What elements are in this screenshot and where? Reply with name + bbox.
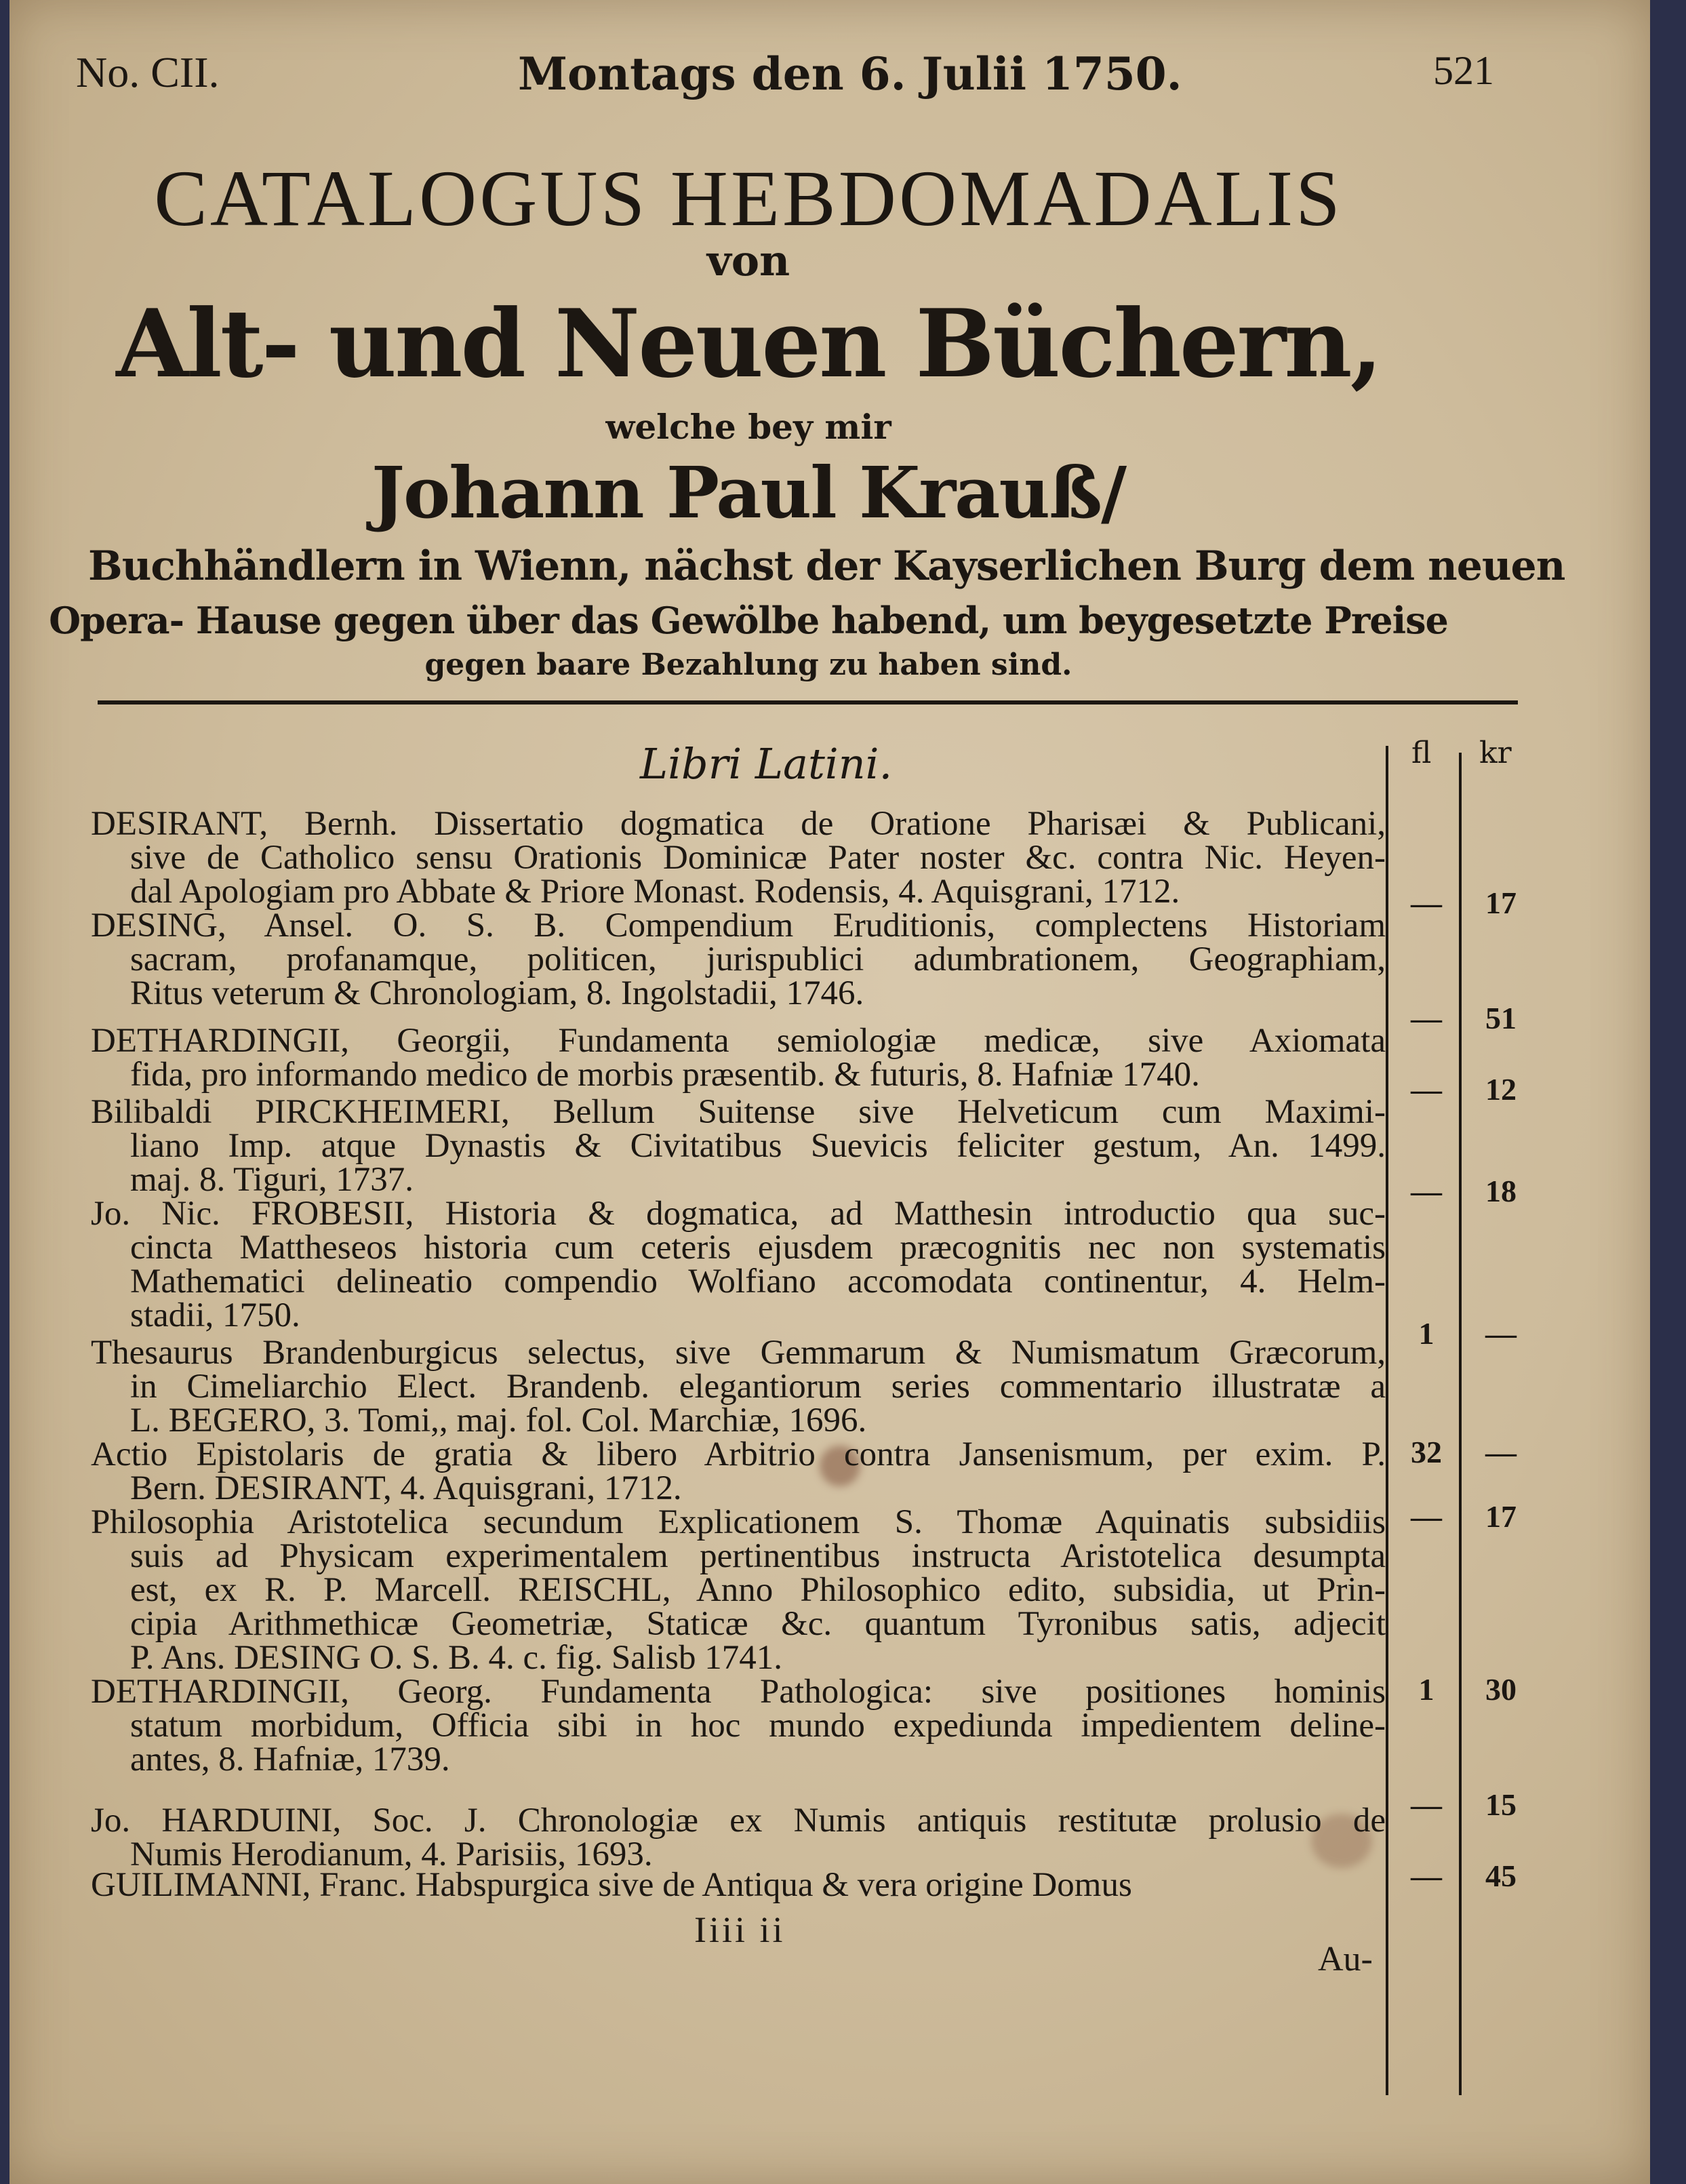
book-entry-line: Philosophia Aristotelica secundum Explicationem S. Thomæ Aquinatis subsidiis bbox=[91, 1503, 1386, 1541]
price-kreuzer: — bbox=[1485, 1435, 1517, 1469]
book-entry-line: maj. 8. Tiguri, 1737. bbox=[130, 1161, 414, 1199]
price-florin: — bbox=[1411, 1174, 1442, 1208]
book-entry-line: Mathematici delineatio compendio Wolfiano accomodata continentur, 4. Helm- bbox=[130, 1263, 1386, 1301]
book-entry bbox=[91, 1868, 1386, 1902]
price-florin: — bbox=[1411, 1072, 1442, 1107]
price-florin: 32 bbox=[1411, 1435, 1442, 1469]
book-entry-line: DESIRANT, Bernh. Dissertatio dogmatica de Oratione Pharisæi & Publicani, bbox=[91, 805, 1386, 843]
title-books: Alt- und Neuen Büchern, bbox=[116, 288, 1381, 399]
price-kreuzer: 12 bbox=[1485, 1072, 1517, 1107]
book-entry-line: DETHARDINGII, Georgii, Fundamenta semiologiæ medicæ, sive Axiomata bbox=[91, 1022, 1386, 1060]
book-entry bbox=[91, 909, 1386, 1010]
bookseller-address-line1: Buchhändlern in Wienn, nächst der Kayserlichen Burg dem neuen bbox=[88, 542, 1565, 590]
book-entry bbox=[91, 1197, 1386, 1332]
column-rule-middle bbox=[1459, 753, 1462, 2095]
price-florin: 1 bbox=[1418, 1316, 1434, 1351]
book-entry bbox=[91, 1437, 1386, 1505]
book-entry-line: Jo. Nic. FROBESII, Historia & dogmatica, ad Matthesin introductio qua suc- bbox=[91, 1195, 1386, 1233]
book-entry-line: Jo. HARDUINI, Soc. J. Chronologiæ ex Numis antiquis restitutæ prolusio de bbox=[91, 1802, 1386, 1840]
price-florin: 1 bbox=[1418, 1672, 1434, 1707]
title-von: von bbox=[706, 236, 790, 285]
price-kreuzer: 17 bbox=[1485, 1499, 1517, 1534]
book-entry-line: Ritus veterum & Chronologiam, 8. Ingolstadii, 1746. bbox=[130, 974, 864, 1012]
bookseller-name: Johann Paul Krauß/ bbox=[371, 451, 1126, 534]
column-head-florin: fl bbox=[1411, 736, 1432, 770]
catalogue-page bbox=[9, 0, 1650, 2184]
price-kreuzer: 18 bbox=[1485, 1174, 1517, 1208]
price-florin: — bbox=[1411, 886, 1442, 920]
book-entry-line: statum morbidum, Officia sibi in hoc mundo expediunda impedientem deline- bbox=[130, 1707, 1386, 1745]
book-entry bbox=[91, 1505, 1386, 1675]
book-entry-line: Bern. DESIRANT, 4. Aquisgrani, 1712. bbox=[130, 1469, 682, 1507]
book-entry-line: stadii, 1750. bbox=[130, 1296, 300, 1334]
book-entry bbox=[91, 807, 1386, 909]
book-entry-line: in Cimeliarchio Elect. Brandenb. elegantiorum series commentario illustratæ a bbox=[130, 1368, 1386, 1406]
issue-number: No. CII. bbox=[76, 48, 220, 96]
book-entry bbox=[91, 1334, 1386, 1440]
book-entry-line: est, ex R. P. Marcell. REISCHL, Anno Philosophico edito, subsidia, ut Prin- bbox=[130, 1571, 1386, 1609]
book-entry-line: P. Ans. DESING O. S. B. 4. c. fig. Salisb 1741. bbox=[130, 1639, 783, 1677]
section-heading: Libri Latini. bbox=[640, 739, 893, 789]
catchword: Au- bbox=[1318, 1940, 1373, 1979]
header-rule bbox=[98, 700, 1518, 704]
book-entry-line: Thesaurus Brandenburgicus selectus, sive Gemmarum & Numismatum Græcorum, bbox=[91, 1334, 1386, 1372]
price-florin: — bbox=[1411, 1859, 1442, 1893]
bookseller-address-line2: Opera- Hause gegen über das Gewölbe habend, um beygesetzte Preise bbox=[49, 599, 1448, 642]
price-kreuzer: 51 bbox=[1485, 1001, 1517, 1035]
column-head-kreuzer: kr bbox=[1479, 736, 1512, 770]
book-entry-line: Actio Epistolaris de gratia & libero Arbitrio contra Jansenismum, per exim. P. bbox=[91, 1435, 1386, 1473]
page-number: 521 bbox=[1433, 48, 1494, 93]
book-entry bbox=[91, 1024, 1386, 1092]
price-kreuzer: — bbox=[1485, 1316, 1517, 1351]
price-florin: — bbox=[1411, 1001, 1442, 1035]
price-florin: — bbox=[1411, 1787, 1442, 1822]
book-entry-line: fida, pro informando medico de morbis præsentib. & futuris, 8. Hafniæ 1740. bbox=[130, 1056, 1200, 1094]
book-entry-line: sacram, profanamque, politicen, jurispublici adumbrationem, Geographiam, bbox=[130, 940, 1386, 978]
book-entry-line: DESING, Ansel. O. S. B. Compendium Eruditionis, complectens Historiam bbox=[91, 907, 1386, 945]
book-entry-line: Numis Herodianum, 4. Parisiis, 1693. bbox=[130, 1835, 653, 1873]
price-kreuzer: 30 bbox=[1485, 1672, 1517, 1707]
book-entry-line: L. BEGERO, 3. Tomi,, maj. fol. Col. Marchiæ, 1696. bbox=[130, 1402, 867, 1440]
issue-date: Montags den 6. Julii 1750. bbox=[518, 47, 1182, 100]
catalogue-title: CATALOGUS HEBDOMADALIS bbox=[154, 154, 1343, 243]
price-kreuzer: 45 bbox=[1485, 1859, 1517, 1893]
book-entry bbox=[91, 1673, 1386, 1779]
price-kreuzer: 15 bbox=[1485, 1787, 1517, 1822]
book-entry-line: liano Imp. atque Dynastis & Civitatibus Suevicis feliciter gestum, An. 1499. bbox=[130, 1127, 1386, 1165]
book-entry-line: dal Apologiam pro Abbate & Priore Monast. Rodensis, 4. Aquisgrani, 1712. bbox=[130, 873, 1180, 911]
book-entry-line: suis ad Physicam experimentalem pertinentibus instructa Aristotelica desumpta bbox=[130, 1537, 1386, 1575]
price-kreuzer: 17 bbox=[1485, 886, 1517, 920]
book-entry bbox=[91, 1804, 1386, 1871]
book-entry-line: sive de Catholico sensu Orationis Dominicæ Pater noster &c. contra Nic. Heyen- bbox=[130, 839, 1386, 877]
book-entry-line: GUILIMANNI, Franc. Habspurgica sive de Antiqua & vera origine Domus bbox=[91, 1866, 1132, 1904]
bookseller-address-line3: gegen baare Bezahlung zu haben sind. bbox=[424, 648, 1072, 682]
title-welche: welche bey mir bbox=[605, 407, 891, 447]
column-rule-left bbox=[1386, 746, 1388, 2095]
signature-mark: Iiii ii bbox=[694, 1909, 786, 1950]
book-entry-line: cincta Mattheseos historia cum ceteris ejusdem præcognitis nec non systematis bbox=[130, 1229, 1386, 1267]
book-entry-line: cipia Arithmethicæ Geometriæ, Staticæ &c. quantum Tyronibus satis, adjecit bbox=[130, 1605, 1386, 1643]
book-entry-line: Bilibaldi PIRCKHEIMERI, Bellum Suitense sive Helveticum cum Maximi- bbox=[91, 1093, 1386, 1131]
book-entry-line: DETHARDINGII, Georg. Fundamenta Pathologica: sive positiones hominis bbox=[91, 1673, 1386, 1711]
price-florin: — bbox=[1411, 1499, 1442, 1534]
book-entry bbox=[91, 1095, 1386, 1197]
book-entry-line: antes, 8. Hafniæ, 1739. bbox=[130, 1741, 450, 1779]
